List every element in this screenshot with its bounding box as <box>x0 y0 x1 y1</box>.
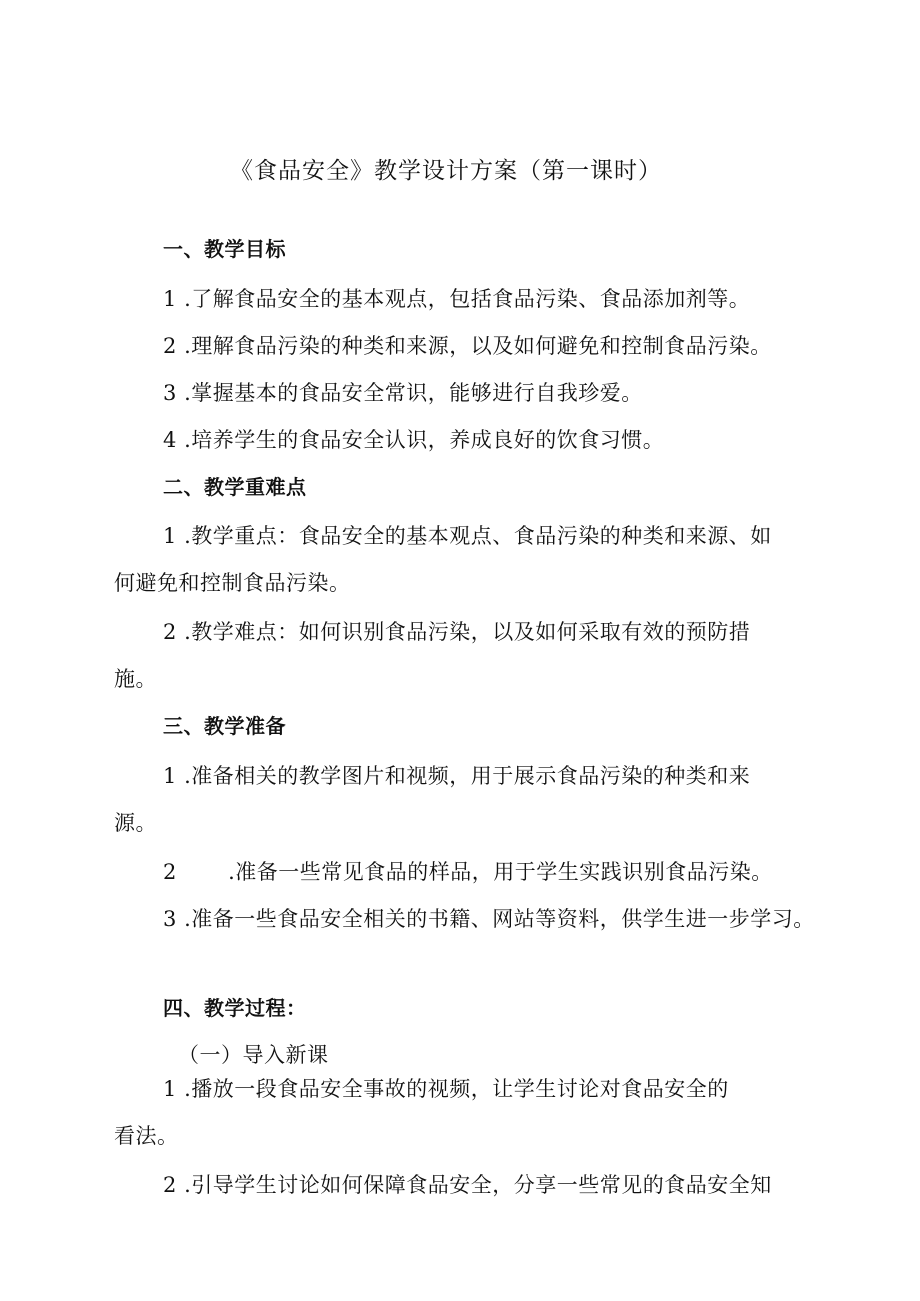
item-text: .引导学生讨论如何保障食品安全，分享一些常见的食品安全知 <box>184 1173 772 1197</box>
item-number: 2 <box>163 860 177 884</box>
item-number: 1 <box>163 287 177 311</box>
item-text: .了解食品安全的基本观点，包括食品污染、食品添加剂等。 <box>184 287 751 311</box>
objective-item-1 <box>163 284 750 314</box>
key-point-item-1-continued: 何避免和控制食品污染。 <box>114 571 351 595</box>
key-point-item-2-continued: 施。 <box>114 667 157 691</box>
item-text: .教学重点：食品安全的基本观点、食品污染的种类和来源、如 <box>184 524 772 548</box>
item-number: 2 <box>163 620 177 644</box>
key-point-item-1 <box>163 521 772 551</box>
item-number: 4 <box>163 428 177 452</box>
section-heading-process: 四、教学过程： <box>163 996 307 1020</box>
item-number: 3 <box>163 907 177 931</box>
item-text: .掌握基本的食品安全常识，能够进行自我珍爱。 <box>184 381 643 405</box>
section-heading-preparation: 三、教学准备 <box>163 714 286 738</box>
process-item-2 <box>163 1170 772 1200</box>
process-item-1 <box>163 1074 729 1104</box>
preparation-item-3 <box>163 904 815 934</box>
item-text: .理解食品污染的种类和来源，以及如何避免和控制食品污染。 <box>184 334 772 358</box>
item-number: 1 <box>163 1077 177 1101</box>
preparation-item-1-continued: 源。 <box>114 811 157 835</box>
item-text: .准备相关的教学图片和视频，用于展示食品污染的种类和来 <box>184 764 751 788</box>
item-number: 3 <box>163 381 177 405</box>
item-text: .准备一些常见食品的样品，用于学生实践识别食品污染。 <box>228 860 773 884</box>
process-subheading: （一）导入新课 <box>178 1043 329 1067</box>
section-heading-objectives: 一、教学目标 <box>163 237 286 261</box>
item-number: 1 <box>163 524 177 548</box>
process-item-1-continued: 看法。 <box>114 1124 179 1148</box>
objective-item-3 <box>163 378 643 408</box>
objective-item-2 <box>163 331 772 361</box>
objective-item-4 <box>163 425 664 455</box>
preparation-item-2 <box>163 857 773 887</box>
item-text: .准备一些食品安全相关的书籍、网站等资料，供学生进一步学习。 <box>184 907 815 931</box>
item-number: 2 <box>163 334 177 358</box>
key-point-item-2 <box>163 617 750 647</box>
item-text: .教学难点：如何识别食品污染，以及如何采取有效的预防措 <box>184 620 751 644</box>
item-number: 1 <box>163 764 177 788</box>
item-text: .培养学生的食品安全认识，养成良好的饮食习惯。 <box>184 428 665 452</box>
item-number: 2 <box>163 1173 177 1197</box>
preparation-item-1 <box>163 761 750 791</box>
item-text: .播放一段食品安全事故的视频，让学生讨论对食品安全的 <box>184 1077 729 1101</box>
document-title: 《食品安全》教学设计方案（第一课时） <box>230 158 662 184</box>
section-heading-key-points: 二、教学重难点 <box>163 475 307 499</box>
